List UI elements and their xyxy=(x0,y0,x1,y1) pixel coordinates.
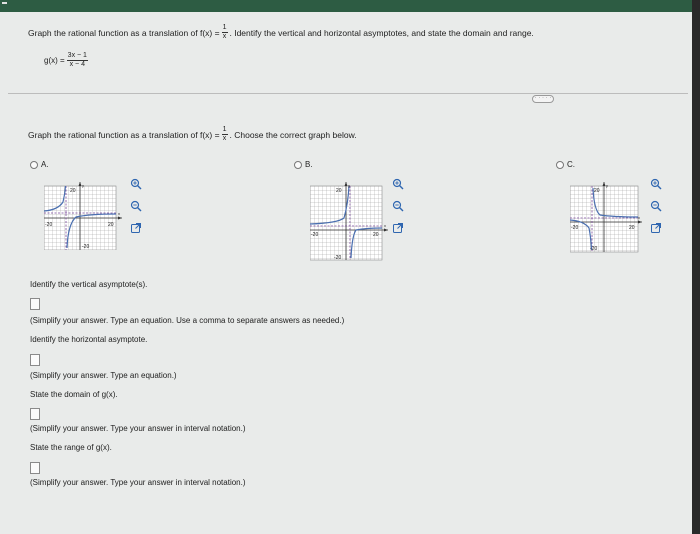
option-a-radio[interactable] xyxy=(30,161,38,169)
range-label: State the range of g(x). xyxy=(30,443,112,452)
horizontal-asymptote-input[interactable] xyxy=(30,354,40,366)
option-b[interactable]: B. xyxy=(294,160,313,169)
graph-b-xmax-label: 20 xyxy=(373,232,379,238)
graph-a-xmax-label: 20 xyxy=(108,222,114,228)
zoom-out-icon[interactable] xyxy=(392,200,404,212)
graph-c-ymin-label: -20 xyxy=(590,246,598,252)
option-c[interactable]: C. xyxy=(556,160,575,169)
graph-b-ymin-label: -20 xyxy=(334,255,342,261)
svg-text:y: y xyxy=(82,183,84,188)
range-input[interactable] xyxy=(30,462,40,474)
zoom-out-icon[interactable] xyxy=(650,200,662,212)
graph-c-xmin-label: -20 xyxy=(571,225,579,231)
statement-after: . Identify the vertical and horizontal asymptotes, and state the domain and range. xyxy=(229,27,534,38)
svg-text:x: x xyxy=(384,223,386,228)
g-fraction: $\frac{3x - 1}{x - 4}$ xyxy=(67,52,87,68)
zoom-in-icon[interactable] xyxy=(650,178,662,190)
graph-prompt-before: Graph the rational function as a translation of f(x) = xyxy=(28,129,220,140)
section-divider xyxy=(8,93,688,94)
horizontal-asymptote-label: Identify the horizontal asymptote. xyxy=(30,335,148,344)
graph-b-ymax-label: 20 xyxy=(336,188,342,194)
zoom-in-icon[interactable] xyxy=(392,178,404,190)
graph-a[interactable] xyxy=(44,182,124,255)
external-link-icon[interactable] xyxy=(650,222,662,234)
external-link-icon[interactable] xyxy=(130,222,142,234)
graph-a-xmin-label: -20 xyxy=(45,222,53,228)
external-link-icon[interactable] xyxy=(392,222,404,234)
domain-label: State the domain of g(x). xyxy=(30,390,118,399)
top-bar xyxy=(0,0,700,12)
graph-b-xmin-label: -20 xyxy=(311,232,319,238)
option-b-radio[interactable] xyxy=(294,161,302,169)
problem-statement xyxy=(28,24,534,41)
window-edge xyxy=(692,0,700,534)
graph-a-ymin-label: -20 xyxy=(82,244,90,250)
g-lhs: g(x) = xyxy=(44,56,65,65)
graph-c-ymax-label: 20 xyxy=(594,188,600,194)
graph-prompt-after: . Choose the correct graph below. xyxy=(229,129,357,140)
graph-c[interactable] xyxy=(570,182,644,259)
vertical-asymptote-input[interactable] xyxy=(30,298,40,310)
domain-input[interactable] xyxy=(30,408,40,420)
zoom-out-icon[interactable] xyxy=(130,200,142,212)
option-a[interactable]: A. xyxy=(30,160,49,169)
graph-b[interactable] xyxy=(310,182,390,267)
domain-hint: (Simplify your answer. Type your answer in interval notation.) xyxy=(30,424,246,433)
zoom-in-icon[interactable] xyxy=(130,178,142,190)
range-hint: (Simplify your answer. Type your answer in interval notation.) xyxy=(30,478,246,487)
svg-text:y: y xyxy=(606,183,608,188)
vertical-asymptote-label: Identify the vertical asymptote(s). xyxy=(30,280,148,289)
graph-a-ymax-label: 20 xyxy=(70,188,76,194)
menu-dash-icon xyxy=(2,2,7,4)
f-fraction-2: $\frac{1}{x}$ xyxy=(222,126,227,142)
statement-before: Graph the rational function as a translation of f(x) = xyxy=(28,27,220,38)
option-c-radio[interactable] xyxy=(556,161,564,169)
vertical-asymptote-hint: (Simplify your answer. Type an equation. Use a comma to separate answers as needed.) xyxy=(30,316,345,325)
f-fraction: $\frac{1}{x}$ xyxy=(222,24,227,40)
graph-c-xmax-label: 20 xyxy=(629,225,635,231)
svg-text:x: x xyxy=(638,215,640,220)
expand-pill[interactable]: · · · · · xyxy=(532,95,554,103)
svg-text:x: x xyxy=(118,211,120,216)
g-definition xyxy=(44,52,90,69)
svg-text:y: y xyxy=(348,183,350,188)
graph-prompt xyxy=(28,126,357,143)
horizontal-asymptote-hint: (Simplify your answer. Type an equation.) xyxy=(30,371,177,380)
